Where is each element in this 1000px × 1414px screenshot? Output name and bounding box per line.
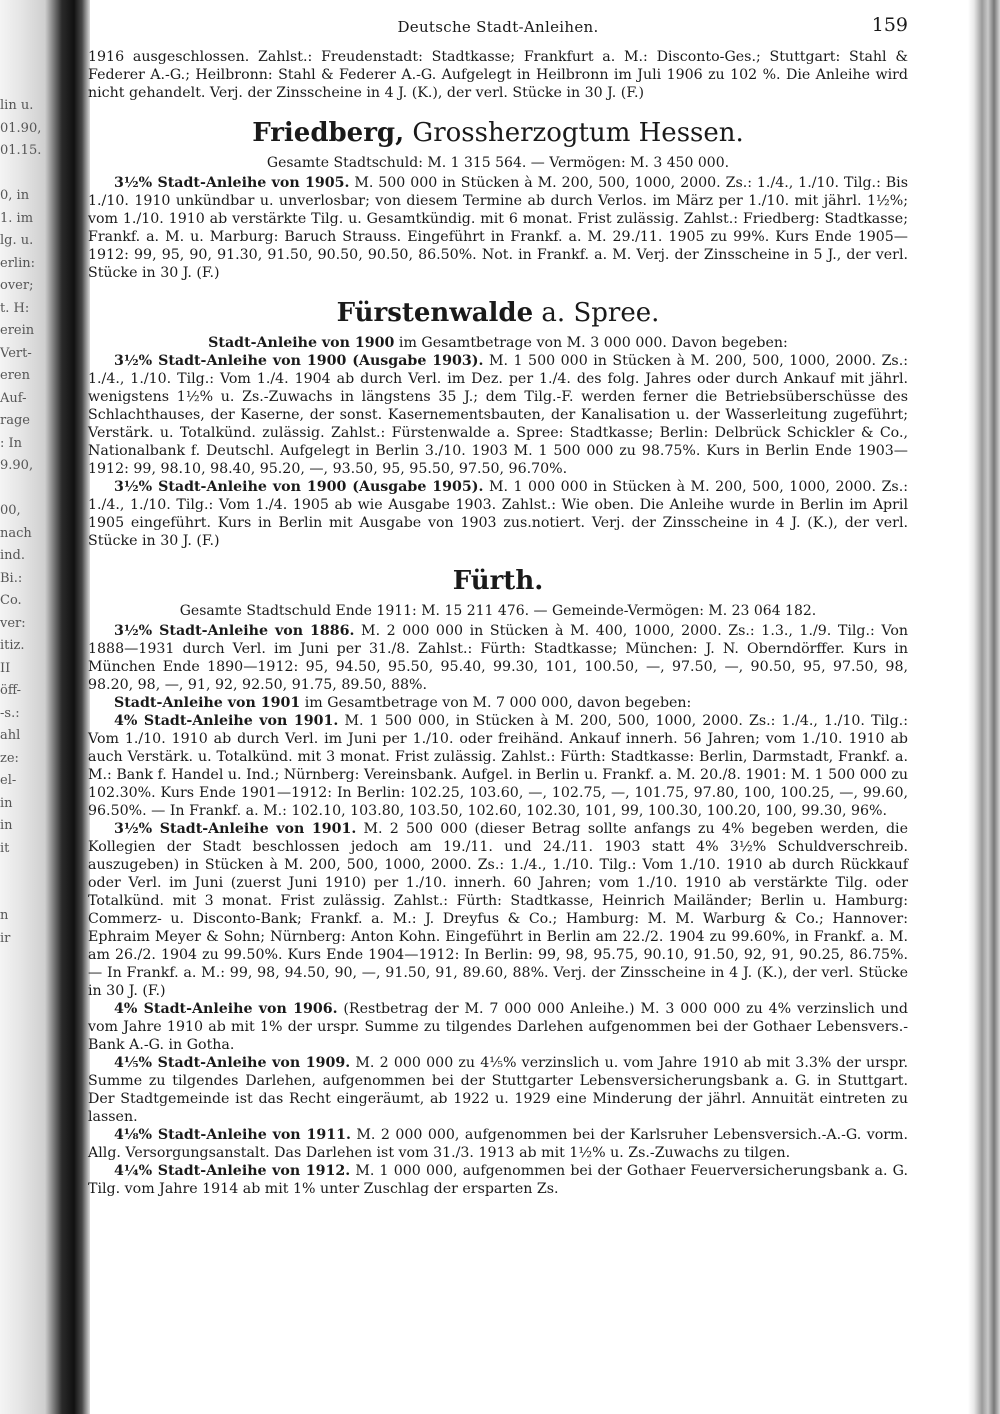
- loan-title: 4⅛% Stadt-Anleihe von 1911.: [114, 1127, 351, 1143]
- loan-entry: [88, 820, 908, 1000]
- city-heading-fuerstenwalde: [88, 296, 908, 330]
- loan-group-text: im Gesamtbetrage von M. 3 000 000. Davon begeben:: [398, 335, 788, 351]
- loan-text: M. 1 500 000 in Stücken à M. 200, 500, 1000, 2000. Zs.: 1./4., 1./10. Tilg.: Vom 1./4. 1904 ab durch Verl. im Dez. per 1./4. des folg. Jahres oder durch Ankauf mit jährl. wenigstens 1½% u. Zs.-Zuwachs in längstens 35 J.; dem Tilg.-F. werden ferner die Betriebsüberschüsse des Schlachthauses, der Kaserne, der sonst. Kasernementsbauten, der Kanalisation u. der Wasserleitung zugeführt; Verstärk. u. Totalkünd. zulässig. Zahlst.: Fürstenwalde a. Spree: Stadtkasse; Berlin: Delbrück Schickler & Co., Nationalbank f. Deutschl. Aufgelegt in Berlin 3./10. 1903 M. 1 500 000 zu 98.75%. Kurs in Berlin Ende 1903—1912: 99, 98.10, 98.40, 95.20, —, 93.50, 95, 95.50, 97.50, 96.70%.: [88, 353, 908, 477]
- loan-group-title: Stadt-Anleihe von 1900: [208, 335, 395, 351]
- loan-text: M. 2 000 000, aufgenommen bei der Karlsruher Lebensversich.-A.-G. vorm. Allg. Versorgungsanstalt. Das Darlehen ist vom 31./3. 1913 ab mit 1½% u. Zs.-Zuwachs zu tilgen.: [88, 1127, 909, 1161]
- city-heading-fuerth: [88, 564, 908, 598]
- loan-entry: [88, 712, 908, 820]
- loan-title: 4⅕% Stadt-Anleihe von 1909.: [114, 1055, 351, 1071]
- previous-page-fragments: lin u. 01.90, 01.15. 0, in 1. im lg. u. erlin: over; t. H: erein Vert- eren Auf- rage : In 9.90, 00, nach ind. Bi.: Co. ver: itiz. II öff- -s.: ahl ze: el- in in it n ir: [0, 98, 42, 946]
- loan-text: M. 2 500 000 (dieser Betrag sollte anfangs zu 4% begeben werden, die Kollegien der Stadt beschlossen jedoch am 19./11. und 24./11. 1903 statt 4% 3½% Schuldverschreib. auszugeben) in Stücken à M. 200, 500, 1000, 2000. Zs.: 1./4., 1./10. Tilg.: Vom 1./10. 1910 ab durch Rückkauf oder Verl. im Juni (zuerst Juni 1910) per 1./10. innerh. 60 Jahren; vom 1./10. 1910 ab verstärkte Tilg. oder Totalkünd. mit 3 monat. Frist zulässig. Zahlst.: Fürth: Stadtkasse, Heinrich Mailänder; Berlin u. Hamburg: Commerz- u. Disconto-Bank; Frankf. a. M.: J. Dreyfus & Co.; Hamburg: M. M. Warburg & Co.; Hannover: Ephraim Meyer & Sohn; Nürnberg: Anton Kohn. Eingeführt in Berlin am 22./2. 1904 zu 99.60%, in Frankf. a. M. am 26./2. 1904 zu 99.50%. Kurs Ende 1904—1912: In Berlin: 99, 98, 95.75, 90.10, 91.50, 92, 91, 90.25, 86.75%. — In Frankf. a. M.: 99, 98, 94.50, 90, —, 91.50, 91, 89.60, 88%. Verj. der Zinsscheine in 4 J. (K.), der verl. Stücke in 30 J. (F.): [88, 821, 908, 999]
- book-gutter: [0, 0, 90, 1414]
- city-suffix: a. Spree.: [541, 298, 660, 328]
- loan-entry: [88, 1126, 908, 1162]
- loan-title: 3½% Stadt-Anleihe von 1905.: [114, 175, 350, 191]
- document-page: [88, 14, 908, 1204]
- debt-summary: Gesamte Stadtschuld Ende 1911: M. 15 211 476. — Gemeinde-Vermögen: M. 23 064 182.: [179, 603, 817, 619]
- loan-entry: [88, 1162, 908, 1198]
- debt-summary: Gesamte Stadtschuld: M. 1 315 564. — Vermögen: M. 3 450 000.: [266, 155, 730, 171]
- loan-entry: [88, 478, 908, 550]
- city-heading-friedberg: [88, 116, 908, 150]
- loan-text: M. 1 000 000, aufgenommen bei der Gothaer Feuerversicherungsbank a. G. Tilg. vom Jahre 1914 ab mit 1% unter Zuschlag der ersparten Zs.: [88, 1163, 909, 1197]
- loan-group-intro: [88, 694, 908, 712]
- loan-title: 3½% Stadt-Anleihe von 1901.: [114, 821, 357, 837]
- loan-text: M. 500 000 in Stücken à M. 200, 500, 1000, 2000. Zs.: 1./4., 1./10. Tilg.: Bis 1./10. 1910 unkündbar u. unverlosbar; von diesem Termine ab durch Verlos. im März per 1./10. mit jährl. 1½%; vom 1./10. 1910 ab verstärkte Tilg. u. Gesamtkündig. mit 6 monat. Frist zulässig. Zahlst.: Friedberg: Stadtkasse; Frankf. a. M. u. Marburg: Baruch Strauss. Eingeführt in Frankf. a. M. 29./11. 1905 zu 99%. Kurs Ende 1905—1912: 99, 95, 90, 91.30, 91.50, 90.50, 90.50, 86.50%. Not. in Frankf. a. M. Verj. der Zinsscheine in 5 J., der verl. Stücke in 30 J. (F.): [88, 175, 908, 281]
- loan-title: 4% Stadt-Anleihe von 1906.: [114, 1001, 338, 1017]
- loan-entry: [88, 1054, 908, 1126]
- section-fuerstenwalde: [88, 296, 908, 550]
- running-header: [88, 14, 908, 48]
- loan-text: M. 2 000 000 zu 4⅕% verzinslich u. vom Jahre 1910 ab mit 3.3% der urspr. Summe zu tilgendes Darlehen, aufgenommen bei der Stuttgarter Lebensversicherungsbank a. G. in Stuttgart. Der Stadtgemeinde ist das Recht eingeräumt, ab 1922 u. 1929 eine Minderung der jährl. Annuität eintreten zu lassen.: [88, 1055, 909, 1125]
- loan-group-intro: [88, 334, 908, 352]
- loan-title: 3½% Stadt-Anleihe von 1900 (Ausgabe 1905).: [114, 479, 484, 495]
- loan-text: M. 1 500 000, in Stücken à M. 200, 500, 1000, 2000. Zs.: 1./4., 1./10. Tilg.: Vom 1./10. 1910 ab durch Verl. im Juni per 1./10. oder freihänd. Ankauf innerh. 56 Jahren; vom 1./10. 1910 ab auch Verstärk. u. Totalkünd. mit 3 monat. Frist zulässig. Zahlst.: Fürth: Stadtkasse: Berlin, Darmstadt, Frankf. a. M.: Bank f. Handel u. Ind.; Nürnberg: Vereinsbank. Aufgel. in Berlin u. Frankf. a. M. 20./8. 1901: M. 1 500 000 zu 102.30%. Kurs Ende 1901—1912: In Berlin: 102.25, 103.60, —, 102.75, —, 101.75, 97.80, 100, 100.25, —, 99.60, 96.50%. — In Frankf. a. M.: 102.10, 103.80, 103.50, 102.60, 102.30, 101, 99, 100.30, 100.20, 100, 99.30, 96%.: [88, 713, 908, 819]
- loan-entry: [88, 174, 908, 282]
- page-number: 159: [871, 14, 908, 36]
- intro-paragraph: 1916 ausgeschlossen. Zahlst.: Freudenstadt: Stadtkasse; Frankfurt a. M.: Disconto-Ges.; Stuttgart: Stahl & Federer A.-G.; Heilbronn: Stahl & Federer A.-G. Aufgelegt in Heilbronn im Juli 1906 zu 102 %. Die Anleihe wird nicht gehandelt. Verj. der Zinsscheine in 4 J. (K.), der verl. Stücke in 30 J. (F.): [88, 49, 908, 101]
- city-suffix: Grossherzogtum Hessen.: [412, 118, 744, 148]
- page-edge: [968, 0, 1000, 1414]
- city-name: Fürstenwalde: [336, 298, 534, 328]
- loan-title: 3½% Stadt-Anleihe von 1886.: [114, 623, 355, 639]
- loan-text: (Restbetrag der M. 7 000 000 Anleihe.) M. 3 000 000 zu 4% verzinslich und vom Jahre 1910 ab mit 1% der urspr. Summe zu tilgendes Darlehen aufgenommen bei der Gothaer Lebensvers.-Bank A.-G. in Gotha.: [88, 1001, 908, 1053]
- loan-title: 4% Stadt-Anleihe von 1901.: [114, 713, 339, 729]
- loan-text: M. 2 000 000 in Stücken à M. 400, 1000, 2000. Zs.: 1.3., 1./9. Tilg.: Von 1888—1931 durch Verl. im Juni per 31./8. Zahlst.: Fürth: Stadtkasse; München: J. N. Oberndörffer. Kurs in München Ende 1890—1912: 95, 94.50, 95.50, 95.40, 99.30, 101, 100.50, —, 97.50, —, 90.50, 95, 97.50, 98, 98.20, 98, —, 91, 92, 92.50, 91.75, 89.50, 88%.: [88, 623, 908, 693]
- loan-entry: [88, 352, 908, 478]
- city-name: Fürth.: [452, 566, 544, 596]
- loan-text: M. 1 000 000 in Stücken à M. 200, 500, 1000, 2000. Zs.: 1./4., 1./10. Tilg.: Vom 1./4. 1905 ab wie Ausgabe 1903. Zahlst.: Wie oben. Die Anleihe wurde in Berlin im April 1905 eingeführt. Kurs in Berlin mit Ausgabe von 1903 zus.notiert. Verj. der Zinsscheine in 4 J. (K.), der verl. Stücke in 30 J. (F.): [88, 479, 908, 549]
- loan-entry: [88, 1000, 908, 1054]
- loan-entry: [88, 622, 908, 694]
- loan-group-title: Stadt-Anleihe von 1901: [114, 695, 301, 711]
- running-title: Deutsche Stadt-Anleihen.: [397, 18, 599, 36]
- city-name: Friedberg,: [252, 118, 405, 148]
- loan-title: 3½% Stadt-Anleihe von 1900 (Ausgabe 1903).: [114, 353, 484, 369]
- loan-title: 4¼% Stadt-Anleihe von 1912.: [114, 1163, 351, 1179]
- section-friedberg: [88, 116, 908, 282]
- loan-group-text: im Gesamtbetrage von M. 7 000 000, davon begeben:: [304, 695, 692, 711]
- section-fuerth: [88, 564, 908, 1198]
